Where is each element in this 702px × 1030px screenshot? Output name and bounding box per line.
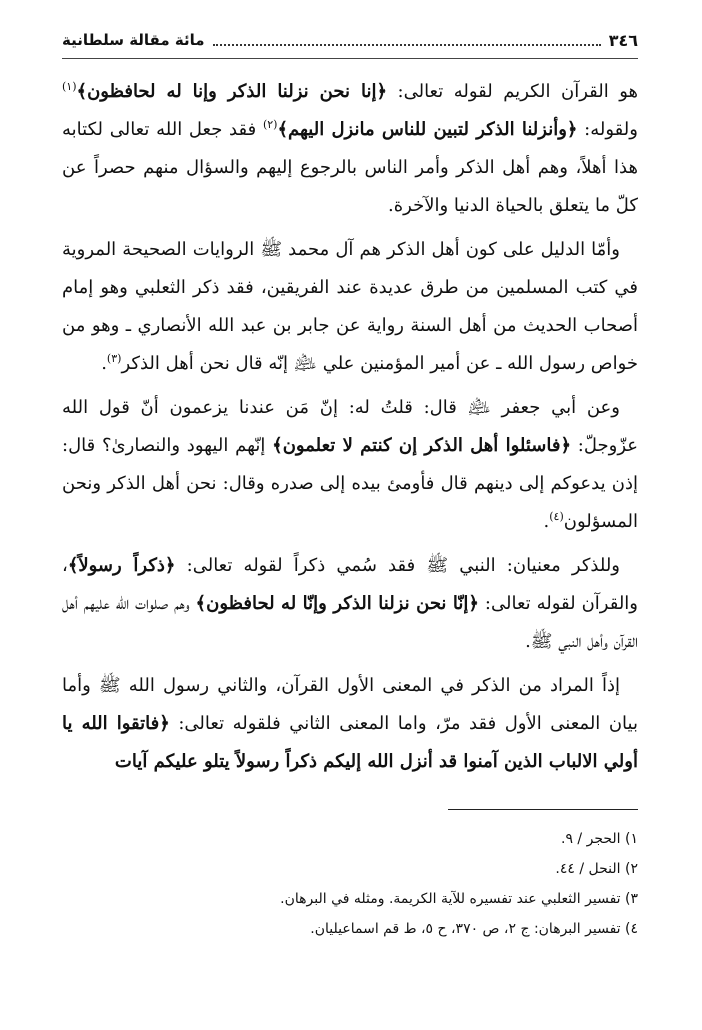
text-run: وللذكر معنيان: النبي ﷺ فقد سُمي ذكراً لقوله تعالى: <box>175 555 621 576</box>
main-text <box>62 73 638 781</box>
text-run: ولقوله: <box>577 119 638 140</box>
text-run: وهم صلوات الله عليهم أهل القرآن وأهل النبي ﷺ. <box>62 593 638 652</box>
footnote-separator <box>448 809 638 810</box>
paragraph <box>62 667 638 781</box>
footnote-ref: (٤) <box>549 510 564 523</box>
page-header <box>62 28 638 59</box>
book-title: مائة مقالة سلطانية <box>62 31 205 49</box>
footnotes <box>62 824 638 944</box>
paragraph <box>62 547 638 661</box>
text-run: إنّهم اليهود والنصارىٰ؟ قال: إذن يدعوكم إلى دينهم قال فأومئ بيده إلى صدره وقال: نحن أهل الذكر ونحن المسؤلون <box>62 435 638 532</box>
footnote-ref: (١) <box>62 80 77 93</box>
paragraph <box>62 231 638 383</box>
quran-verse: ﴿فاسئلوا أهل الذكر إن كنتم لا تعلمون﴾ <box>272 435 572 456</box>
quran-verse: ﴿وأنزلنا الذكر لتبين للناس مانزل اليهم﴾ <box>277 119 578 140</box>
quran-verse: ﴿فاتقوا الله يا أولي الالباب الذين آمنوا قد أنزل الله إليكم ذكراً رسولاً يتلو عليكم آيات <box>62 713 638 772</box>
quran-verse: ﴿ذكراً رسولاً﴾ <box>67 555 176 576</box>
footnote: ٢) النحل / ٤٤. <box>555 861 638 877</box>
page-number: ٣٤٦ <box>608 30 638 50</box>
paragraph <box>62 389 638 541</box>
quran-verse: ﴿إنا نحن نزلنا الذكر وإنا له لحافظون﴾ <box>76 81 388 102</box>
quran-verse: ﴿إنّا نحن نزلنا الذكر وإنّا له لحافظون﴾ <box>195 593 479 614</box>
footnote: ٣) تفسير الثعلبي عند تفسيره للآية الكريمة. ومثله في البرهان. <box>280 891 638 907</box>
text-run: هو القرآن الكريم لقوله تعالى: <box>387 81 639 102</box>
header-dots <box>213 34 601 46</box>
text-run: ، والقرآن لقوله تعالى: <box>62 555 639 614</box>
text-run: وأمّا الدليل على كون أهل الذكر هم آل محمد ﷺ الروايات الصحيحة المروية في كتب المسلمين من طرق عديدة عند الفريقين، فقد ذكر الثعلبي وهو إمام أصحاب الحديث من أهل السنة رواية عن جابر بن عبد الله الأنصاري ـ وهو من خواص رسول الله ـ عن أمير المؤمنين علي ﵇ إنّه قال نحن أهل الذكر <box>62 239 638 374</box>
text-run: . <box>101 353 107 374</box>
footnote: ٤) تفسير البرهان: ج ٢، ص ٣٧٠، ح ٥، ط قم اسماعيليان. <box>310 921 638 937</box>
text-run: . <box>543 511 550 532</box>
paragraph <box>62 73 638 225</box>
footnote: ١) الحجر / ٩. <box>561 831 638 847</box>
footnote-ref: (٢) <box>262 118 278 131</box>
text-run: فقد جعل الله تعالى لكتابه هذا أهلاً، وهم أهل الذكر وأمر الناس بالرجوع إليهم والسؤال منهم حصراً عن كلّ ما يتعلق بالحياة الدنيا والآخرة. <box>62 119 638 216</box>
text-run: وعن أبي جعفر ﵇ قال: قلتُ له: إنّ مَن عندنا يزعمون أنّ قول الله عزّوجلّ: <box>62 397 638 456</box>
footnote-ref: (٣) <box>106 352 122 365</box>
text-run: إذاً المراد من الذكر في المعنى الأول القرآن، والثاني رسول الله ﷺ وأما بيان المعنى الأول فقد مرّ، واما المعنى الثاني فلقوله تعالى: <box>62 675 638 734</box>
